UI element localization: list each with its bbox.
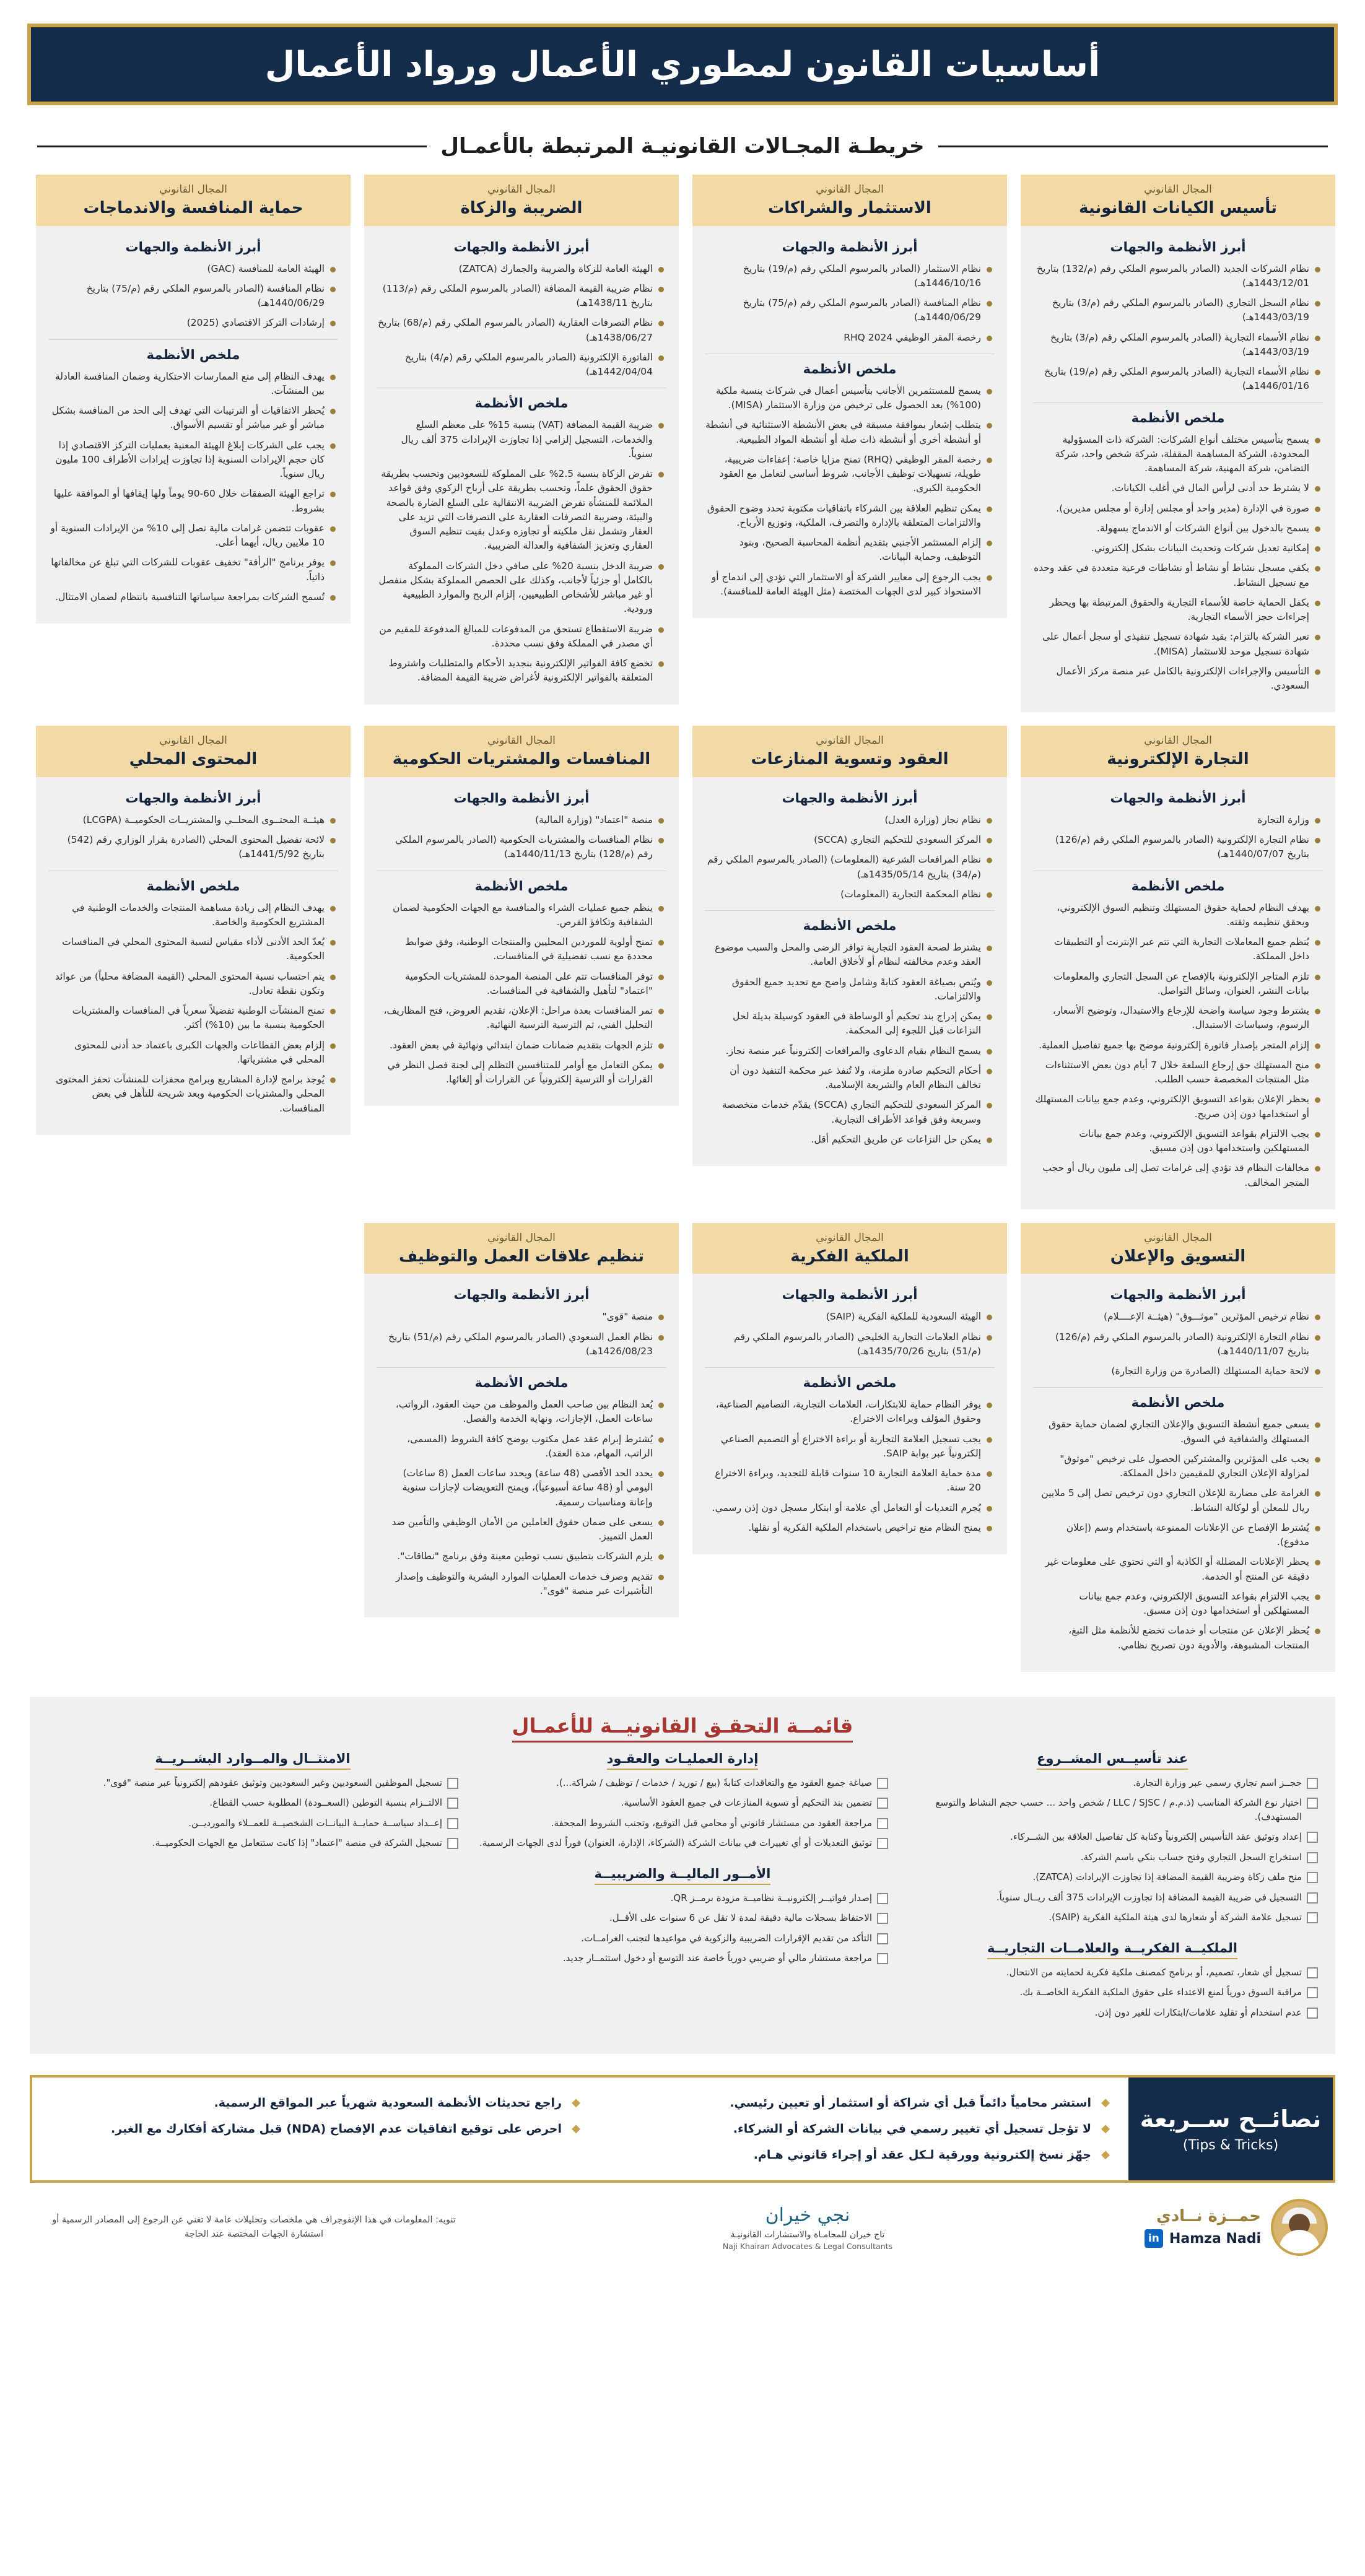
- summary-item: يمنح النظام منع تراخيص باستخدام الملكية الفكرية أو نقلها.: [705, 1521, 995, 1535]
- checklist-item[interactable]: إعداد وتوثيق عقد التأسيس إلكترونياً وكتابة كل تفاصيل العلاقة بين الشــركاء.: [905, 1830, 1319, 1844]
- checklist-items: [905, 1776, 1319, 1925]
- summary-item: تُسمح الشركات بمراجعة سياساتها التنافسية بانتظام لضمان الامتثال.: [48, 590, 338, 604]
- regulation-item: نظام التجارة الإلكترونية (الصادر بالمرسوم الملكي رقم (م/126) بتاريخ 1440/07/07هـ): [1033, 833, 1323, 862]
- regulation-item: نظام المرافعات الشرعية (المعلومات) (الصادر بالمرسوم الملكي رقم (م/34) بتاريخ 1435/05/14هـ): [705, 853, 995, 882]
- divider: [377, 1367, 666, 1368]
- card-header: [36, 726, 351, 777]
- card-title: الاستثمار والشراكات: [768, 199, 931, 217]
- checklist-item[interactable]: توثيق التعديلات أو أي تغييرات في بيانات الشركة (الشركاء، الإدارة، العنوان) فوراً لدى الجهات الرسمية.: [476, 1836, 889, 1850]
- regulations-list: [1033, 262, 1323, 394]
- legal-domain-card: [692, 1223, 1007, 1554]
- summary-item: لا يشترط حد أدنى لرأس المال في أغلب الكيانات.: [1033, 481, 1323, 495]
- checklist-item[interactable]: تسجيل أي شعار، تصميم، أو برنامج كمصنف ملكية فكرية لحمايته من الانتحال.: [905, 1965, 1319, 1980]
- footer: [37, 2199, 1328, 2256]
- summary-item: يسعى على ضمان حقوق العاملين من الأمان الوظيفي والتأمين ضد العمل التمييز.: [377, 1515, 666, 1544]
- summary-item: يجب الالتزام بقواعد التسويق الإلكتروني، وعدم جمع بيانات المستهلكين واستخدامها دون إذن مسبق.: [1033, 1127, 1323, 1156]
- map-section-title: خريطـة المجـالات القانونيـة المرتبطة بالأعمـال: [440, 134, 925, 159]
- summary-item: يتطلب إشعار بموافقة مسبقة في بعض الأنشطة الاستثنائية في أنشطة أو أنشطة أخرى أو أنشطة ذات صلة أو أنشطة المواد الطبيعية.: [705, 418, 995, 447]
- tips-banner: [30, 2075, 1335, 2183]
- summary-item: صورة في الإدارة (مدير واحد أو مجلس إدارة أو مجلس مديرين).: [1033, 502, 1323, 516]
- summary-item: تراجع الهيئة الصفقات خلال 60-90 يوماً ولها إيقافها أو الموافقة عليها بشروط.: [48, 487, 338, 516]
- rule-right: [37, 146, 427, 147]
- author-name-en: Hamza Nadi: [1169, 2230, 1261, 2247]
- summary-item: يهدف النظام إلى منع الممارسات الاحتكارية وضمان المنافسة العادلة بين المنشآت.: [48, 370, 338, 399]
- legal-domain-card-grid: [0, 175, 1365, 1672]
- regulations-subheading: أبرز الأنظمة والجهات: [1110, 1287, 1246, 1303]
- summary-item: يجب الالتزام بقواعد التسويق الإلكتروني، وعدم جمع بيانات المستهلكين أو استخدامها دون إذن مسبق.: [1033, 1590, 1323, 1619]
- legal-checklist-section: [30, 1697, 1335, 2055]
- regulation-item: نظام المحكمة التجارية (المعلومات): [705, 887, 995, 902]
- card-kicker: المجال القانوني: [487, 183, 556, 196]
- summary-item: يجب الرجوع إلى معايير الشركة أو الاستثمار التي تؤدي إلى اندماج أو الاستحواذ كبير لدى الجهات المختصة (مثل الهيئة العامة للمنافسة).: [705, 570, 995, 599]
- legal-domain-card: [364, 726, 679, 1106]
- summary-item: تقديم وصرف خدمات العمليات الموارد البشرية والتوظيف وإصدار التأشيرات عبر منصة "قوى".: [377, 1570, 666, 1599]
- legal-domain-card: [36, 726, 351, 1135]
- checklist-block: [46, 1751, 460, 1850]
- summary-item: يُشترط إبرام عقد عمل مكتوب يوضح كافة الشروط (المسمى، الراتب، المهام، مدة العقد).: [377, 1432, 666, 1461]
- summary-item: يسمح بتأسيس مختلف أنواع الشركات: الشركة ذات المسؤولية المحدودة، الشركة المساهمة المقفلة، شركة شخص واحد، شركة التضامن، شركة المهنية، شركة المساهمة.: [1033, 433, 1323, 476]
- legal-domain-card: [1021, 175, 1335, 712]
- summary-item: تلزم الجهات بتقديم ضمانات ضمان ابتدائي ونهائية في بعض العقود.: [377, 1038, 666, 1053]
- checklist-item[interactable]: تسجيل الموظفين السعوديين وغير السعوديين وتوثيق عقودهم إلكترونياً عبر منصة "قوى".: [46, 1776, 460, 1790]
- regulation-item: نظام العلامات التجارية الخليجي (الصادر بالمرسوم الملكي رقم (م/51) بتاريخ 1435/70/26هـ): [705, 1330, 995, 1359]
- card-title: المحتوى المحلي: [129, 750, 258, 769]
- summary-item: يحدد الحد الأقصى (48 ساعة) ويحدد ساعات العمل (8 ساعات) اليومي أو (48 ساعة أسبوعياً)، ويمنح التعويضات لإجازات سنوية وإعانة ومناسبات رسمية.: [377, 1466, 666, 1510]
- regulation-item: نظام الاستثمار (الصادر بالمرسوم الملكي رقم (م/19) بتاريخ 1446/10/16هـ): [705, 262, 995, 291]
- disclaimer: تنويه: المعلومات في هذا الإنفوجراف هي ملخصات وتحليلات عامة لا تغني عن الرجوع إلى المصادر الرسمية أو استشارة الجهات المختصة عند الحاجة: [52, 2215, 456, 2240]
- card-header: [1021, 726, 1335, 777]
- summary-item: يسمح للمستثمرين الأجانب بتأسيس أعمال في شركات بنسبة ملكية (100%) بعد الحصول على ترخيص من وزارة الاستثمار (MISA).: [705, 384, 995, 413]
- regulations-subheading: أبرز الأنظمة والجهات: [1110, 790, 1246, 806]
- regulations-list: [705, 1310, 995, 1359]
- checklist-item[interactable]: مراقبة السوق دورياً لمنع الاعتداء على حقوق الملكية الفكرية الخاصــة بك.: [905, 1985, 1319, 1999]
- body-shape: [1279, 2230, 1320, 2256]
- legal-domain-card: [36, 175, 351, 624]
- card-title: حماية المنافسة والاندماجات: [83, 199, 303, 217]
- checklist-block: [905, 1941, 1319, 2020]
- summary-item: تمنح أولوية للموردين المحليين والمنتجات الوطنية، وفق ضوابط محددة مع نسب تفضيلية في المنافسات.: [377, 935, 666, 964]
- summary-item: يتم احتساب نسبة المحتوى المحلي (القيمة المضافة محلياً) من عوائد وتكون نقطة تعادل.: [48, 970, 338, 999]
- card-kicker: المجال القانوني: [1144, 1231, 1212, 1244]
- regulation-item: الهيئة العامة للزكاة والضريبة والجمارك (ZATCA): [377, 262, 666, 276]
- regulation-item: الهيئة السعودية للملكية الفكرية (SAIP): [705, 1310, 995, 1324]
- regulations-subheading: أبرز الأنظمة والجهات: [453, 1287, 590, 1303]
- summary-subheading: ملخص الأنظمة: [474, 1375, 569, 1390]
- divider: [705, 910, 995, 911]
- rule-left: [938, 146, 1328, 147]
- checklist-items: [46, 1776, 460, 1850]
- summary-item: إمكانية تعديل شركات وتحديث البيانات بشكل إلكتروني.: [1033, 541, 1323, 555]
- summary-item: يُحظر الإعلان عن منتجات أو خدمات تخضع للأنظمة مثل التبغ، المنتجات المشبوهة، والأدوية دون تصريح نظامي.: [1033, 1624, 1323, 1653]
- card-header: [364, 1223, 679, 1274]
- card-header: [692, 726, 1007, 777]
- summary-item: يسعى جميع أنشطة التسويق والإعلان التجاري لضمان حماية حقوق المستهلك والشفافية في السوق.: [1033, 1417, 1323, 1447]
- regulation-item: نظام ترخيص المؤثرين "موثـــوق" (هيئــة الإعــــلام): [1033, 1310, 1323, 1324]
- page-title-banner: [27, 24, 1338, 105]
- checklist-block-heading-text: الأمــور الماليــة والضريبيــة: [595, 1866, 771, 1885]
- card-body: [692, 777, 1007, 1166]
- checklist-items: [476, 1891, 889, 1965]
- author-block: [1145, 2199, 1328, 2256]
- regulations-list: [377, 1310, 666, 1359]
- legal-domain-card: [1021, 726, 1335, 1209]
- regulations-list: [1033, 1310, 1323, 1378]
- checklist-block-heading-text: الامتثــال والمــوارد البشــريــة: [155, 1751, 350, 1770]
- summary-subheading: ملخص الأنظمة: [803, 1375, 897, 1390]
- summary-item: ينظم جميع عمليات الشراء والمنافسة مع الجهات الحكومية لضمان الشفافية وتكافؤ الفرص.: [377, 901, 666, 930]
- regulations-list: [377, 262, 666, 380]
- card-title: تنظيم علاقات العمل والتوظيف: [398, 1247, 645, 1266]
- summary-item: مخالفات النظام قد تؤدي إلى غرامات تصل إلى مليون ريال أو حجب المتجر المخالف.: [1033, 1161, 1323, 1190]
- summary-item: يوفر برنامج "الرأفة" تخفيف عقوبات للشركات التي تبلغ عن مخالفاتها ذاتياً.: [48, 555, 338, 585]
- checklist-item[interactable]: التأكد من تقديم الإقرارات الضريبية والزكوية في مواعيدها لتجنب الغرامــات.: [476, 1931, 889, 1946]
- checklist-item[interactable]: الالتــزام بنسبة التوطين (السعــودة) المطلوبة حسب القطاع.: [46, 1796, 460, 1810]
- summary-list: [377, 418, 666, 685]
- summary-list: [705, 1398, 995, 1535]
- checklist-block-heading-text: إدارة العمليـات والعقـود: [607, 1751, 759, 1770]
- summary-item: ضريبة الدخل بنسبة 20% على صافي دخل الشركات المملوكة بالكامل أو جزئياً لأجانب، وكذلك على الحصص المملوكة بشكل منفصل أو غير مباشر للأشخاص الطبيعيين، إلزام الربح والموارد الطبيعية ورودية.: [377, 559, 666, 617]
- tip-item: ◆ احرص على توقيع اتفاقيات عدم الإفصاح (NDA) قبل مشاركة أفكارك مع الغير.: [51, 2122, 580, 2136]
- regulation-item: نظام التصرفات العقارية (الصادر بالمرسوم الملكي رقم (م/68) بتاريخ 1438/06/27هـ): [377, 316, 666, 345]
- summary-item: يمكن تنظيم العلاقة بين الشركاء باتفاقيات مكتوبة تحدد وضوح الحقوق والالتزامات المتعلقة بالإدارة والتصرف، الملكية، وتوزيع الأرباح.: [705, 502, 995, 531]
- card-title: التجارة الإلكترونية: [1107, 750, 1249, 769]
- summary-item: مدة حماية العلامة التجارية 10 سنوات قابلة للتجديد، وبراءة الاختراع 20 سنة.: [705, 1466, 995, 1495]
- summary-subheading: ملخص الأنظمة: [803, 361, 897, 376]
- checklist-items: [905, 1965, 1319, 2020]
- card-kicker: المجال القانوني: [816, 183, 884, 196]
- checklist-item[interactable]: التسجيل في ضريبة القيمة المضافة إذا تجاوزت الإيرادات 375 ألف ريــال سنوياً.: [905, 1891, 1319, 1905]
- checklist-columns: [46, 1751, 1319, 2036]
- tips-label-ar: نصائــح ســريعة: [1140, 2105, 1322, 2133]
- regulations-list: [48, 813, 338, 862]
- summary-item: يسمح النظام بقيام الدعاوى والمرافعات إلكترونياً عبر منصة نجاز.: [705, 1044, 995, 1058]
- regulations-subheading: أبرز الأنظمة والجهات: [1110, 239, 1246, 255]
- card-body: [364, 1274, 679, 1617]
- regulations-subheading: أبرز الأنظمة والجهات: [125, 239, 261, 255]
- summary-item: يُنظم جميع المعاملات التجارية التي تتم عبر الإنترنت أو التطبيقات داخل المملكة.: [1033, 935, 1323, 964]
- regulation-item: منصة "قوى": [377, 1310, 666, 1324]
- firm-logo-ar: نجي خيران: [765, 2204, 850, 2226]
- summary-item: ويُنص بصياغة العقود كتابةً وشامل واضح مع تحديد جميع الحقوق والالتزامات.: [705, 975, 995, 1004]
- checklist-block: [476, 1751, 889, 1850]
- card-title: تأسيس الكيانات القانونية: [1079, 199, 1277, 217]
- summary-subheading: ملخص الأنظمة: [1131, 878, 1225, 894]
- summary-item: يشترط لصحة العقود التجارية توافر الرضى والمحل والسبب موضوع العقد وعدم مخالفته لنظام أو لأخلاق العامة.: [705, 941, 995, 970]
- tip-item: ◆ جهّز نسخ إلكترونية وورقية لـكل عقد أو إجراء قانوني هـام.: [580, 2148, 1110, 2162]
- regulations-list: [48, 262, 338, 331]
- card-header: [364, 726, 679, 777]
- summary-subheading: ملخص الأنظمة: [803, 918, 897, 933]
- card-kicker: المجال القانوني: [816, 1231, 884, 1244]
- regulation-item: المركز السعودي للتحكيم التجاري (SCCA): [705, 833, 995, 847]
- checklist-item[interactable]: مراجعة مستشار مالي أو ضريبي دورياً خاصة عند التوسع أو دخول استثمــار جديد.: [476, 1951, 889, 1965]
- summary-item: تمنح المنشآت الوطنية تفضيلاً سعرياً في المنافسات والمشتريات الحكومية بنسبة ما بين (10%) أكثر.: [48, 1004, 338, 1033]
- card-body: [692, 1274, 1007, 1554]
- summary-list: [377, 901, 666, 1087]
- summary-item: يمكن حل النزاعات عن طريق التحكيم أقل.: [705, 1133, 995, 1147]
- checklist-item[interactable]: تضمين بند التحكيم أو تسوية المنازعات في جميع العقود الأساسية.: [476, 1796, 889, 1810]
- checklist-item[interactable]: اختيار نوع الشركة المناسب (ذ.م.م / LLC / SJSC / شخص واحد ... حسب حجم النشاط والتوسع المستهدف).: [905, 1796, 1319, 1824]
- divider: [1033, 1387, 1323, 1388]
- regulation-item: نظام نجاز (وزارة العدل): [705, 813, 995, 827]
- card-title: التسويق والإعلان: [1110, 1247, 1246, 1266]
- card-title: الملكية الفكرية: [790, 1247, 909, 1266]
- card-kicker: المجال القانوني: [1144, 734, 1212, 747]
- card-header: [692, 175, 1007, 226]
- checklist-column: [46, 1751, 460, 2036]
- card-body: [692, 226, 1007, 619]
- summary-item: تخضع كافة الفواتير الإلكترونية بنجديد الأحكام والمتطلبات واشتروط المتعلقة بالفواتير الإلكترونية لأغراض ضريبة القيمة المضافة.: [377, 656, 666, 685]
- firm-name-en: Naji Khairan Advocates & Legal Consultants: [722, 2241, 893, 2251]
- summary-item: يكفي مسجل نشاط أو نشاط أو نشاطات فرعية متعددة في عقد وحده مع تسجيل النشاط.: [1033, 561, 1323, 590]
- card-kicker: المجال القانوني: [487, 734, 556, 747]
- summary-item: يُحظر الاتفاقيات أو الترتيبات التي تهدف إلى الحد من المنافسة بشكل مباشر أو غير مباشر أو تقسيم الأسواق.: [48, 404, 338, 433]
- regulation-item: نظام الشركات الجديد (الصادر بالمرسوم الملكي رقم (م/132) بتاريخ 1443/12/01هـ): [1033, 262, 1323, 291]
- card-title: العقود وتسوية المنازعات: [751, 750, 949, 769]
- card-body: [1021, 1274, 1335, 1672]
- summary-subheading: ملخص الأنظمة: [474, 396, 569, 411]
- summary-item: تفرض الزكاة بنسبة 2.5% على المملوكة للسعوديين وتحسب بطريقة حقوق الحقوق علماً، وتحسب بطريقة على أرباح الزكوي وفق قواعد الملائمة للمنشأة تفرض الضريبة الانتقالية على السلع الضارة بالصحة والبيئة، وضريبة التصرفات العقارية على التصرفات التي تزيد على العقار وتشمل نقل ملكيته أو تجاوزه وعدل بقيت تنظيم السوق العقاري وتعزيز الشفافية والعدالة الضريبية.: [377, 467, 666, 554]
- summary-list: [1033, 433, 1323, 694]
- summary-subheading: ملخص الأنظمة: [146, 347, 240, 362]
- regulation-item: الهيئة العامة للمنافسة (GAC): [48, 262, 338, 276]
- summary-subheading: ملخص الأنظمة: [1131, 1395, 1225, 1411]
- checklist-block-heading-text: عند تأسيــس المشــروع: [1037, 1751, 1188, 1770]
- summary-item: يكفل الحماية خاصة للأسماء التجارية والحقوق المرتبطة بها ويحظر إجراءات حجز الأسماء التجارية.: [1033, 596, 1323, 625]
- checklist-item[interactable]: تسجيل الشركة في منصة "اعتماد" إذا كانت ستتعامل مع الجهات الحكوميــة.: [46, 1836, 460, 1850]
- regulation-item: إرشادات التركز الاقتصادي (2025): [48, 316, 338, 330]
- card-body: [364, 226, 679, 705]
- summary-list: [48, 370, 338, 605]
- summary-list: [705, 941, 995, 1147]
- summary-item: إلزام المتجر بإصدار فاتورة إلكترونية موضح بها جميع تفاصيل العملية.: [1033, 1038, 1323, 1053]
- summary-item: التأسيس والإجراءات الإلكترونية بالكامل عبر منصة مركز الأعمال السعودي.: [1033, 664, 1323, 694]
- regulations-list: [705, 813, 995, 902]
- checklist-item[interactable]: الاحتفاظ بسجلات مالية دقيقة لمدة لا تقل عن 6 سنوات على الأقــل.: [476, 1911, 889, 1925]
- checklist-block-heading: [905, 1941, 1319, 1959]
- summary-item: يحظر الإعلان بقواعد التسويق الإلكتروني، وعدم جمع بيانات المستهلك أو استخدامها دون إذن صريح.: [1033, 1092, 1323, 1121]
- legal-domain-card: [692, 175, 1007, 618]
- regulation-item: نظام السجل التجاري (الصادر بالمرسوم الملكي رقم (م/3) بتاريخ 1443/03/19هـ): [1033, 296, 1323, 325]
- checklist-block-heading: [476, 1866, 889, 1885]
- summary-item: يلزم الشركات بتطبيق نسب توطين معينة وفق برنامج "نطاقات".: [377, 1549, 666, 1564]
- divider: [1033, 402, 1323, 403]
- summary-list: [705, 384, 995, 599]
- summary-item: يُعد النظام بين صاحب العمل والموظف من حيث العقود، الرواتب، ساعات العمل، الإجازات، ونهاية الخدمة والفصل.: [377, 1398, 666, 1427]
- regulations-subheading: أبرز الأنظمة والجهات: [782, 790, 918, 806]
- regulation-item: نظام الأسماء التجارية (الصادر بالمرسوم الملكي رقم (م/19) بتاريخ 1446/01/16هـ): [1033, 365, 1323, 394]
- regulations-subheading: أبرز الأنظمة والجهات: [782, 239, 918, 255]
- tip-item: ◆ لا تؤجل تسجيل أي تغيير رسمي في بيانات الشركة أو الشركاء.: [580, 2122, 1110, 2136]
- card-header: [692, 1223, 1007, 1274]
- tips-list: [32, 2078, 1128, 2180]
- summary-item: ضريبة الاستقطاع تستحق من المدفوعات للمبالغ المدفوعة للمقيم من أي مصدر في المملكة وفق نسب محددة.: [377, 622, 666, 651]
- checklist-block-heading-text: الملكيــة الفكريــة والعلامــات التجاريــة: [987, 1941, 1237, 1959]
- summary-item: يوفر النظام حماية للابتكارات، العلامات التجارية، التصاميم الصناعية، وحقوق المؤلف وبراءات الاختراع.: [705, 1398, 995, 1427]
- summary-item: يهدف النظام إلى زيادة مساهمة المنتجات والخدمات الوطنية في المشتريع الحكومية والخاصة.: [48, 901, 338, 930]
- summary-item: ضريبة القيمة المضافة (VAT) بنسبة 15% على معظم السلع والخدمات، التسجيل إلزامي إذا تجاوزت الإيرادات 375 ألف ريال سنوياً.: [377, 418, 666, 461]
- card-body: [1021, 226, 1335, 713]
- tips-label: [1128, 2078, 1333, 2180]
- card-body: [364, 777, 679, 1107]
- checklist-column: [476, 1751, 889, 2036]
- regulations-list: [1033, 813, 1323, 862]
- checklist-item[interactable]: مراجعة العقود من مستشار قانوني أو محامي قبل التوقيع، وتجنب الشروط المجحفة.: [476, 1816, 889, 1830]
- summary-subheading: ملخص الأنظمة: [1131, 410, 1225, 425]
- regulation-item: لائحة حماية المستهلك (الصادرة من وزارة التجارة): [1033, 1364, 1323, 1378]
- checklist-column: [905, 1751, 1319, 2036]
- map-section-heading: [37, 134, 1328, 159]
- card-header: [1021, 175, 1335, 226]
- checklist-title-text: قائمــة التحقـق القانونيــة للأعمـال: [512, 1714, 853, 1743]
- summary-item: منح المستهلك حق إرجاع السلعة خلال 7 أيام دون بعض الاستثناءات مثل المنتجات المخصصة حسب الطلب.: [1033, 1058, 1323, 1087]
- summary-item: الغرامة على مضاربة للإعلان التجاري دون ترخيص تصل إلى 5 ملايين ريال للمعلن أو لوكالة النشاط.: [1033, 1486, 1323, 1515]
- card-header: [1021, 1223, 1335, 1274]
- regulation-item: نظام المنافسة (الصادر بالمرسوم الملكي رقم (م/75) بتاريخ 1440/06/29هـ): [48, 282, 338, 311]
- checklist-block: [476, 1866, 889, 1965]
- card-header: [364, 175, 679, 226]
- checklist-item[interactable]: إصدار فواتيــر إلكترونيــة نظاميــة مزودة برمــز QR.: [476, 1891, 889, 1905]
- firm-logo-block: [723, 2204, 892, 2251]
- summary-item: يمكن إدراج بند تحكيم أو الوساطة في العقود كوسيلة بديلة لحل النزاعات قبل اللجوء إلى المحكمة.: [705, 1009, 995, 1038]
- tip-item: ◆ راجع تحديثات الأنظمة السعودية شهرياً عبر المواقع الرسمية.: [51, 2096, 580, 2110]
- regulations-list: [377, 813, 666, 862]
- summary-item: يُشترط الإفصاح عن الإعلانات الممنوعة باستخدام وسم (إعلان مدفوع).: [1033, 1521, 1323, 1550]
- checklist-items: [476, 1776, 889, 1850]
- infographic-page: [0, 24, 1365, 2279]
- summary-item: رخصة المقر الوظيفي (RHQ) تمنح مزايا خاصة: إعفاءات ضريبية، طويلة، تسهيلات توظيف الأجانب، شروط أساسي لتعامل مع العقود الحكومية الكبرى.: [705, 453, 995, 496]
- summary-subheading: ملخص الأنظمة: [474, 878, 569, 894]
- summary-list: [377, 1398, 666, 1598]
- summary-item: يشترط وجود سياسة واضحة للإرجاع والاستبدال، وتوضيح الأسعار، الرسوم، وسياسات الاستبدال.: [1033, 1004, 1323, 1033]
- summary-list: [1033, 901, 1323, 1190]
- card-body: [36, 226, 351, 624]
- regulation-item: نظام الأسماء التجارية (الصادر بالمرسوم الملكي رقم (م/3) بتاريخ 1443/03/19هـ): [1033, 331, 1323, 360]
- author-name-ar: حمــزة نــادي: [1156, 2207, 1261, 2226]
- checklist-item[interactable]: إعــداد سياســة حمايــة البيانــات الشخصيــة للعمــلاء والمورديــن.: [46, 1816, 460, 1830]
- card-title: الضريبة والزكاة: [460, 199, 583, 217]
- summary-item: يحظر الإعلانات المضللة أو الكاذبة أو التي تحتوي على معلومات غير دقيقة عن المنتج أو الخدمة.: [1033, 1555, 1323, 1584]
- regulations-list: [705, 262, 995, 345]
- checklist-item[interactable]: منح ملف زكاة وضريبة القيمة المضافة إذا تجاوزت الإيرادات (ZATCA).: [905, 1870, 1319, 1884]
- tip-item: ◆ استشر محامياً دائماً قبل أي شراكة أو استثمار أو تعيين رئيسي.: [580, 2096, 1110, 2110]
- summary-subheading: ملخص الأنظمة: [146, 878, 240, 894]
- summary-item: إلزام بعض القطاعات والجهات الكبرى باعتماد حد أدنى للمحتوى المحلي في مشترياتها.: [48, 1038, 338, 1068]
- legal-domain-card: [1021, 1223, 1335, 1672]
- checklist-block-heading: [476, 1751, 889, 1770]
- regulations-subheading: أبرز الأنظمة والجهات: [453, 239, 590, 255]
- summary-item: يسمح بالدخول بين أنواع الشركات أو الاندماج بسهولة.: [1033, 521, 1323, 536]
- summary-item: المركز السعودي للتحكيم التجاري (SCCA) يقدّم خدمات متخصصة وسريعة وفق قواعد الأطراف التجارية.: [705, 1098, 995, 1127]
- regulation-item: نظام التجارة الإلكترونية (الصادر بالمرسوم الملكي رقم (م/126) بتاريخ 1440/11/07هـ): [1033, 1330, 1323, 1359]
- card-kicker: المجال القانوني: [159, 183, 227, 196]
- card-kicker: المجال القانوني: [816, 734, 884, 747]
- regulation-item: نظام المنافسة (الصادر بالمرسوم الملكي رقم (م/75) بتاريخ 1440/06/29هـ): [705, 296, 995, 325]
- regulation-item: نظام ضريبة القيمة المضافة (الصادر بالمرسوم الملكي رقم (م/113) بتاريخ 1438/11هـ): [377, 282, 666, 311]
- checklist-block: [905, 1751, 1319, 1925]
- avatar: [1271, 2199, 1328, 2256]
- summary-item: تمر المنافسات بعدة مراحل: الإعلان، تقديم العروض، فتح المظاريف، التحليل الفني، ثم الترسية الترسية النهائية.: [377, 1004, 666, 1033]
- card-body: [1021, 777, 1335, 1209]
- checklist-item[interactable]: حجــز اسم تجاري رسمي عبر وزارة التجارة.: [905, 1776, 1319, 1790]
- checklist-item[interactable]: صياغة جميع العقود مع والتعاقدات كتابةً (بيع / توريد / خدمات / توظيف / شراكة...).: [476, 1776, 889, 1790]
- summary-list: [48, 901, 338, 1116]
- regulation-item: نظام العمل السعودي (الصادر بالمرسوم الملكي رقم (م/51) بتاريخ 1426/08/23هـ): [377, 1330, 666, 1359]
- card-title: المنافسات والمشتريات الحكومية: [392, 750, 651, 769]
- regulations-subheading: أبرز الأنظمة والجهات: [453, 790, 590, 806]
- summary-item: يمكن التعامل مع أوامر للمتنافسين التظلم إلى لجنة فصل النظر في القرارات أو الترسية إلكترونياً عن القرارات أو إلغائها.: [377, 1058, 666, 1087]
- summary-item: عقوبات تتضمن غرامات مالية تصل إلى 10% من الإيرادات السنوية أو 10 ملايين ريال، أيهما أعلى.: [48, 521, 338, 550]
- legal-domain-card: [364, 1223, 679, 1617]
- summary-item: إلزام المستثمر الأجنبي بتقديم أنظمة المحاسبة الصحيح، وبنود التوظيف، وحماية البيانات.: [705, 536, 995, 565]
- regulation-item: هيئــة المحتــوى المحلــي والمشتريــات الحكوميــة (LCGPA): [48, 813, 338, 827]
- regulations-subheading: أبرز الأنظمة والجهات: [125, 790, 261, 806]
- divider: [705, 1367, 995, 1368]
- legal-domain-card: [364, 175, 679, 705]
- checklist-item[interactable]: تسجيل علامة الشركة أو شعارها لدى هيئة الملكية الفكرية (SAIP).: [905, 1910, 1319, 1925]
- checklist-block-heading: [46, 1751, 460, 1770]
- checklist-item[interactable]: استخراج السجل التجاري وفتح حساب بنكي باسم الشركة.: [905, 1850, 1319, 1865]
- checklist-block-heading: [905, 1751, 1319, 1770]
- divider: [48, 339, 338, 340]
- card-body: [36, 777, 351, 1135]
- summary-item: يُجرم التعديات أو التعامل أي علامة أو ابتكار مسجل دون إذن رسمي.: [705, 1501, 995, 1515]
- summary-item: يجب تسجيل العلامة التجارية أو براءة الاختراع أو التصميم الصناعي إلكترونياً عبر بوابة SAIP.: [705, 1432, 995, 1461]
- author-names: [1145, 2207, 1261, 2248]
- checklist-item[interactable]: عدم استخدام أو تقليد علامات/ابتكارات للغير دون إذن.: [905, 2006, 1319, 2020]
- regulation-item: نظام المنافسات والمشتريات الحكومية (الصادر بالمرسوم الملكي رقم (م/128) بتاريخ 1440/11/13هـ): [377, 833, 666, 862]
- summary-item: أحكام التحكيم صادرة ملزمة، ولا تُنفذ عبر محكمة التنفيذ دون أن تخالف النظام العام والشريعة الإسلامية.: [705, 1064, 995, 1093]
- legal-domain-card: [692, 726, 1007, 1166]
- summary-item: توفر المنافسات تتم على المنصة الموحدة للمشتريات الحكومية "اعتماد" لتأهيل والشفافية في المنافسات.: [377, 970, 666, 999]
- summary-item: يجب على الشركات إبلاغ الهيئة المعنية بعمليات التركز الاقتصادي إذا كان حجم الإيرادات السنوية إذا تجاوزت إيرادات الأطراف 100 مليون ريال سنوياً.: [48, 438, 338, 482]
- card-kicker: المجال القانوني: [159, 734, 227, 747]
- regulation-item: وزارة التجارة: [1033, 813, 1323, 827]
- summary-item: يُعدّ الحد الأدنى لأداء مقياس لنسبة المحتوى المحلي في المنافسات الحكومية.: [48, 935, 338, 964]
- summary-item: يُوجد برامج لإدارة المشاريع وبرامج محفزات للمنشآت تحفز المحتوى المحلي والمشتريات الحكومية وبعد شريحة للتأهل في بعض المنافسات.: [48, 1073, 338, 1116]
- page-title: أساسيات القانون لمطوري الأعمال ورواد الأعمال: [264, 44, 1101, 85]
- regulation-item: منصة "اعتماد" (وزارة المالية): [377, 813, 666, 827]
- regulation-item: رخصة المقر الوظيفي RHQ 2024: [705, 331, 995, 345]
- card-kicker: المجال القانوني: [1144, 183, 1212, 196]
- regulation-item: لائحة تفضيل المحتوى المحلي (الصادرة بقرار الوزاري رقم (542) بتاريخ 1441/5/92هـ): [48, 833, 338, 862]
- regulations-subheading: أبرز الأنظمة والجهات: [782, 1287, 918, 1303]
- summary-item: يهدف النظام لحماية حقوق المستهلك وتنظيم السوق الإلكتروني، ويحقق تنظيمه وثقته.: [1033, 901, 1323, 930]
- summary-item: يجب على المؤثرين والمشتركين الحصول على ترخيص "موثوق" لمزاولة الإعلان التجاري للمقيمين داخل المملكة.: [1033, 1452, 1323, 1481]
- firm-name-ar: تاج خيران للمحامـاة والاستشارات القانونيـة: [730, 2229, 885, 2240]
- tips-label-en: (Tips & Tricks): [1182, 2137, 1279, 2153]
- author-name-row: [1145, 2229, 1261, 2248]
- summary-list: [1033, 1417, 1323, 1653]
- checklist-title: [46, 1714, 1319, 1743]
- card-header: [36, 175, 351, 226]
- card-kicker: المجال القانوني: [487, 1231, 556, 1244]
- summary-item: تعبر الشركة بالتزام: بقيد شهادة تسجيل تنفيذي أو سجل أعمال على شهادة تسجيل موحد للاستثمار (MISA).: [1033, 630, 1323, 659]
- summary-item: تلزم المتاجر الإلكترونية بالإفصاح عن السجل التجاري والمعلومات بيانات النشر، العنوان، وسائل التواصل.: [1033, 970, 1323, 999]
- linkedin-icon[interactable]: in: [1145, 2229, 1163, 2248]
- regulation-item: الفاتورة الإلكترونية (الصادر بالمرسوم الملكي رقم (م/4) بتاريخ 1442/04/04هـ): [377, 350, 666, 380]
